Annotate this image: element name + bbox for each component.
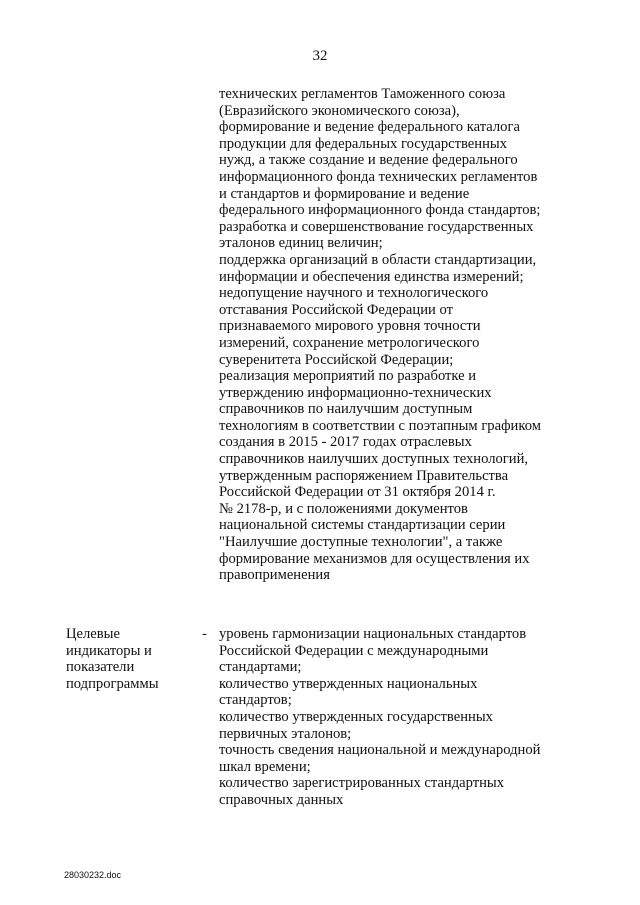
value-line: стандартами; <box>219 659 302 676</box>
footer-filename: 28030232.doc <box>64 870 122 880</box>
text-line: информационного фонда технических регламентов <box>219 168 538 185</box>
text-line: справочников по наилучшим доступным <box>219 401 473 418</box>
text-line: разработка и совершенствование государственных <box>219 218 534 235</box>
text-line: создания в 2015 - 2017 годах отраслевых <box>219 434 472 451</box>
text-line: формирование механизмов для осуществления их <box>219 550 530 567</box>
value-line: количество зарегистрированных стандартных <box>219 775 505 792</box>
text-line: реализация мероприятий по разработке и <box>219 368 477 385</box>
text-line: национальной системы стандартизации серии <box>219 517 506 534</box>
text-line: продукции для федеральных государственных <box>219 135 507 152</box>
value-line: справочных данных <box>219 791 344 808</box>
section-values <box>219 626 599 809</box>
value-line: Российской Федерации с международными <box>219 642 489 659</box>
text-line: поддержка организаций в области стандартизации, <box>219 251 537 268</box>
text-line: технологиям в соответствии с поэтапным графиком <box>219 417 541 434</box>
text-line: федерального информационного фонда стандартов; <box>219 202 541 219</box>
text-line: технических регламентов Таможенного союза <box>219 86 506 102</box>
text-line: и стандартов и формирование и ведение <box>219 185 470 202</box>
text-line: формирование и ведение федерального каталога <box>219 119 520 136</box>
label-line: Целевые <box>66 626 120 642</box>
label-line: индикаторы и <box>66 642 152 659</box>
value-line: количество утвержденных государственных <box>219 708 493 725</box>
text-line: признаваемого мирового уровня точности <box>219 318 481 335</box>
label-line: показатели <box>66 659 135 676</box>
text-line: утверждению информационно-технических <box>219 384 492 401</box>
value-line: точность сведения национальной и международной <box>219 742 541 759</box>
section-label <box>66 626 196 692</box>
label-line: подпрограммы <box>66 675 159 692</box>
value-line: первичных эталонов; <box>219 725 352 742</box>
value-line: уровень гармонизации национальных стандартов <box>219 626 527 642</box>
text-line: Российской Федерации от 31 октября 2014 г. <box>219 484 496 501</box>
text-line: отставания Российской Федерации от <box>219 301 453 318</box>
text-line: № 2178-р, и с положениями документов <box>219 500 468 517</box>
intro-text <box>219 86 599 584</box>
text-line: (Евразийского экономического союза), <box>219 102 460 119</box>
value-line: количество утвержденных национальных <box>219 675 478 692</box>
text-line: нужд, а также создание и ведение федерального <box>219 152 518 169</box>
text-line: информации и обеспечения единства измерений; <box>219 268 524 285</box>
value-line: стандартов; <box>219 692 292 709</box>
text-line: "Наилучшие доступные технологии", а также <box>219 534 503 551</box>
text-line: измерений, сохранение метрологического <box>219 334 480 351</box>
text-line: недопущение научного и технологического <box>219 285 489 302</box>
section-dash: - <box>202 626 207 642</box>
text-line: правоприменения <box>219 567 330 584</box>
text-line: эталонов единиц величин; <box>219 235 383 252</box>
page-number: 32 <box>312 48 328 64</box>
value-line: шкал времени; <box>219 758 311 775</box>
text-line: суверенитета Российской Федерации; <box>219 351 454 368</box>
text-line: справочников наилучших доступных технологий, <box>219 451 529 468</box>
text-line: утвержденным распоряжением Правительства <box>219 467 509 484</box>
